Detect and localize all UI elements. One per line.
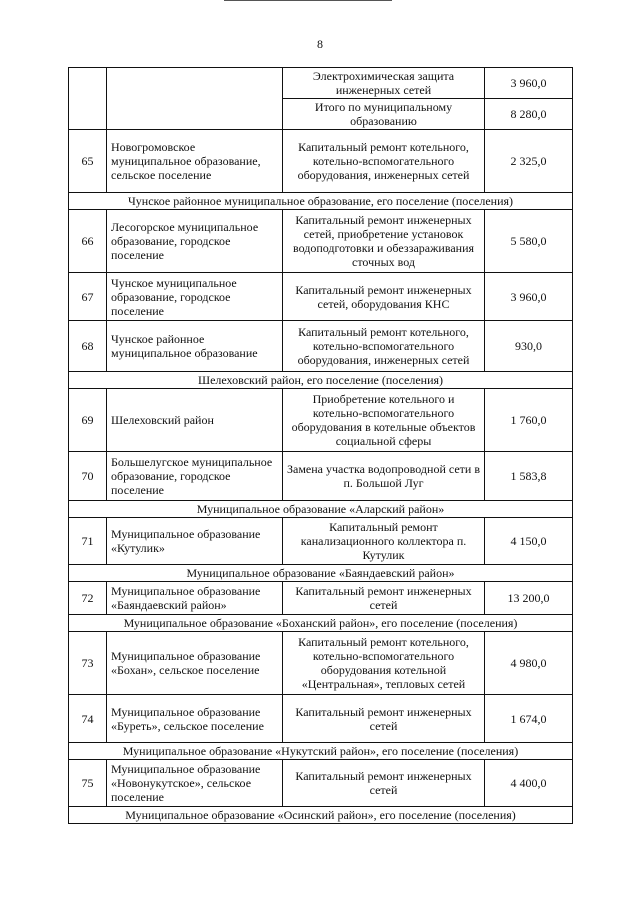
row-number-cell: 70 bbox=[69, 452, 107, 501]
table-row bbox=[69, 130, 573, 193]
amount-cell: 1 674,0 bbox=[485, 695, 573, 743]
municipality-cell: Муниципальное образование «Кутулик» bbox=[107, 518, 283, 565]
work-description-cell: Замена участка водопроводной сети в п. Большой Луг bbox=[283, 452, 485, 501]
section-header-row bbox=[69, 743, 573, 760]
municipality-cell: Новогромовское муниципальное образование, сельское поселение bbox=[107, 130, 283, 193]
municipality-cell: Муниципальное образование «Новонукутское», сельское поселение bbox=[107, 760, 283, 807]
work-description-cell: Капитальный ремонт инженерных сетей bbox=[283, 582, 485, 615]
municipality-cell bbox=[107, 68, 283, 130]
section-header-row bbox=[69, 501, 573, 518]
page-number: 8 bbox=[317, 37, 323, 51]
section-header-row bbox=[69, 193, 573, 210]
section-header: Муниципальное образование «Баяндаевский район» bbox=[69, 565, 573, 582]
work-description-cell: Капитальный ремонт инженерных сетей bbox=[283, 695, 485, 743]
amount-cell: 1 583,8 bbox=[485, 452, 573, 501]
row-number-cell: 68 bbox=[69, 321, 107, 372]
municipality-cell: Чунское районное муниципальное образование bbox=[107, 321, 283, 372]
table-row bbox=[69, 695, 573, 743]
amount-cell: 2 325,0 bbox=[485, 130, 573, 193]
amount-cell: 3 960,0 bbox=[485, 273, 573, 321]
work-description-cell: Капитальный ремонт инженерных сетей, приобретение установок водоподготовки и обеззараживания сточных вод bbox=[283, 210, 485, 273]
work-description-cell: Капитальный ремонт котельного, котельно-вспомогательного оборудования котельной «Центральная», тепловых сетей bbox=[283, 632, 485, 695]
amount-cell: 4 400,0 bbox=[485, 760, 573, 807]
amount-cell: 4 980,0 bbox=[485, 632, 573, 695]
amount-cell: 3 960,0 bbox=[485, 68, 573, 99]
municipality-cell: Лесогорское муниципальное образование, городское поселение bbox=[107, 210, 283, 273]
row-number-cell: 67 bbox=[69, 273, 107, 321]
row-number-cell: 75 bbox=[69, 760, 107, 807]
row-number-cell: 66 bbox=[69, 210, 107, 273]
amount-cell: 1 760,0 bbox=[485, 389, 573, 452]
table-row bbox=[69, 210, 573, 273]
row-number-cell: 71 bbox=[69, 518, 107, 565]
municipality-cell: Муниципальное образование «Баяндаевский район» bbox=[107, 582, 283, 615]
row-number-cell bbox=[69, 68, 107, 130]
section-header-row bbox=[69, 565, 573, 582]
table-row bbox=[69, 68, 573, 99]
section-header: Шелеховский район, его поселение (поселения) bbox=[69, 372, 573, 389]
section-header: Муниципальное образование «Нукутский район», его поселение (поселения) bbox=[69, 743, 573, 760]
work-description-cell: Капитальный ремонт котельного, котельно-вспомогательного оборудования, инженерных сетей bbox=[283, 321, 485, 372]
municipality-cell: Шелеховский район bbox=[107, 389, 283, 452]
row-number-cell: 65 bbox=[69, 130, 107, 193]
table-row bbox=[69, 518, 573, 565]
table-row bbox=[69, 632, 573, 695]
amount-cell: 930,0 bbox=[485, 321, 573, 372]
work-description-cell: Приобретение котельного и котельно-вспомогательного оборудования в котельные объектов социальной сферы bbox=[283, 389, 485, 452]
table-row bbox=[69, 389, 573, 452]
municipality-cell: Муниципальное образование «Бохан», сельское поселение bbox=[107, 632, 283, 695]
amount-cell: 4 150,0 bbox=[485, 518, 573, 565]
table-row bbox=[69, 760, 573, 807]
section-header-row bbox=[69, 807, 573, 824]
table-row bbox=[69, 452, 573, 501]
funding-table bbox=[68, 67, 573, 824]
work-description-cell: Капитальный ремонт канализационного коллектора п. Кутулик bbox=[283, 518, 485, 565]
work-description-cell: Капитальный ремонт инженерных сетей bbox=[283, 760, 485, 807]
section-header: Муниципальное образование «Осинский район», его поселение (поселения) bbox=[69, 807, 573, 824]
row-number-cell: 74 bbox=[69, 695, 107, 743]
amount-cell: 13 200,0 bbox=[485, 582, 573, 615]
section-header-row bbox=[69, 372, 573, 389]
section-header-row bbox=[69, 615, 573, 632]
subtotal-amount-cell: 8 280,0 bbox=[485, 99, 573, 130]
section-header: Чунское районное муниципальное образование, его поселение (поселения) bbox=[69, 193, 573, 210]
work-description-cell: Электрохимическая защита инженерных сетей bbox=[283, 68, 485, 99]
top-rule bbox=[224, 0, 392, 3]
row-number-cell: 69 bbox=[69, 389, 107, 452]
table-row bbox=[69, 273, 573, 321]
work-description-cell: Капитальный ремонт котельного, котельно-вспомогательного оборудования, инженерных сетей bbox=[283, 130, 485, 193]
amount-cell: 5 580,0 bbox=[485, 210, 573, 273]
municipality-cell: Чунское муниципальное образование, городское поселение bbox=[107, 273, 283, 321]
section-header: Муниципальное образование «Аларский район» bbox=[69, 501, 573, 518]
work-description-cell: Капитальный ремонт инженерных сетей, оборудования КНС bbox=[283, 273, 485, 321]
section-header: Муниципальное образование «Боханский район», его поселение (поселения) bbox=[69, 615, 573, 632]
municipality-cell: Муниципальное образование «Буреть», сельское поселение bbox=[107, 695, 283, 743]
table-row bbox=[69, 582, 573, 615]
row-number-cell: 73 bbox=[69, 632, 107, 695]
municipality-cell: Большелугское муниципальное образование, городское поселение bbox=[107, 452, 283, 501]
row-number-cell: 72 bbox=[69, 582, 107, 615]
table-row bbox=[69, 321, 573, 372]
subtotal-label-cell: Итого по муниципальному образованию bbox=[283, 99, 485, 130]
